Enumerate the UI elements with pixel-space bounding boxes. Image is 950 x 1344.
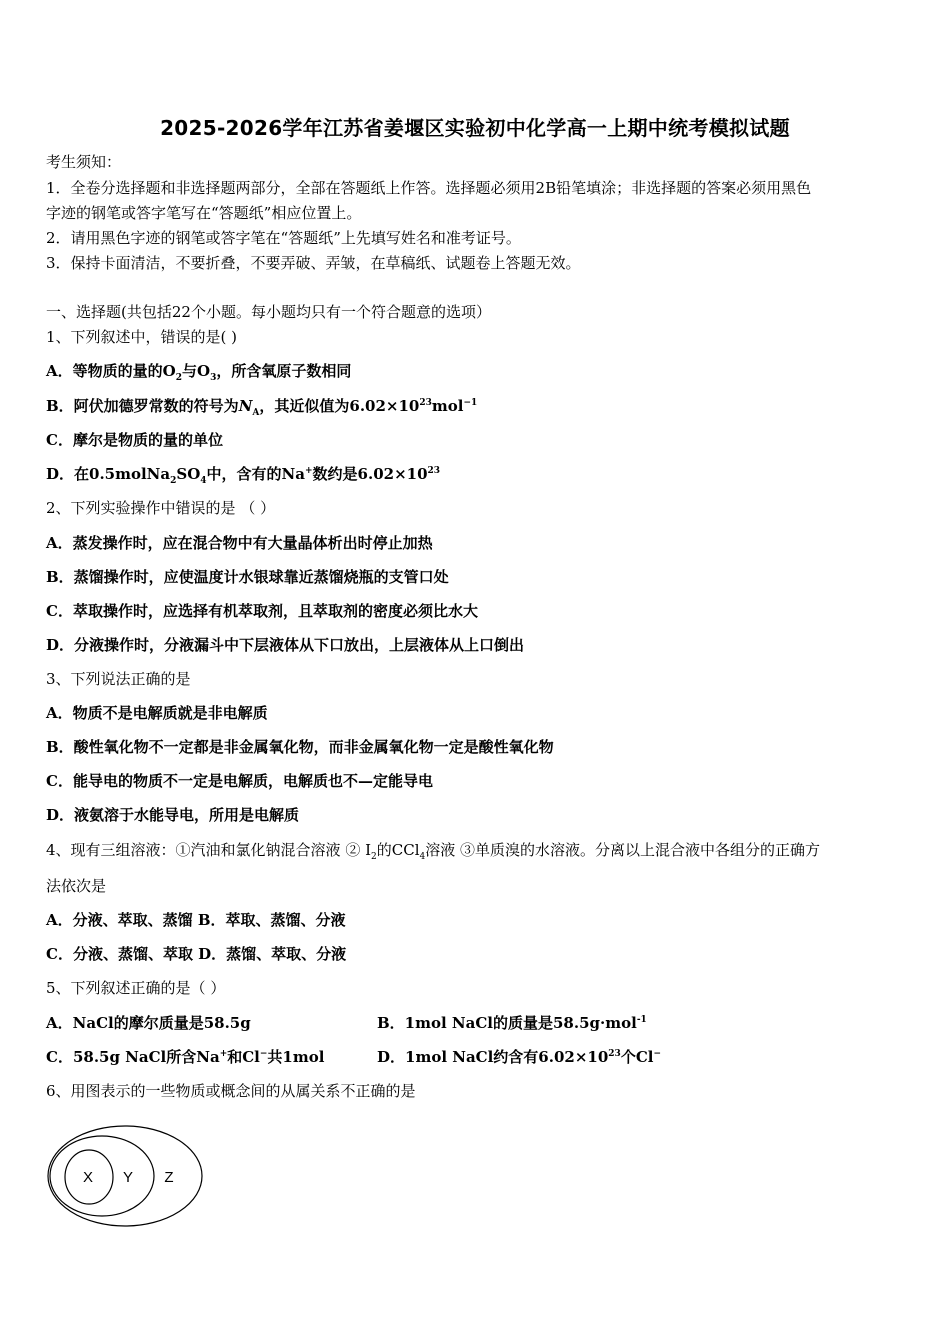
- q3-stem: 3、下列说法正确的是: [46, 670, 191, 688]
- label-y: Y: [122, 1169, 134, 1186]
- notice-item-2: 2．请用黑色字迹的钢笔或答字笔在“答题纸”上先填写姓名和准考证号。: [46, 229, 521, 247]
- q5-option-a: A．NaCl的摩尔质量是58.5g: [46, 1014, 251, 1032]
- q5-option-d: D．1mol NaCl约含有$6.02\times 10^{23}$个Cl−: [377, 1048, 662, 1066]
- q2-option-c: C．萃取操作时，应选择有机萃取剂，且萃取剂的密度必须比水大: [46, 602, 478, 620]
- q3-option-c: C．能导电的物质不一定是电解质，电解质也不—定能导电: [46, 772, 433, 790]
- q3-option-a: A．物质不是电解质就是非电解质: [46, 704, 268, 722]
- q5-option-c: C．58.5g NaCl所含Na+和Cl−共1mol: [46, 1048, 325, 1066]
- q2-option-d: D．分液操作时，分液漏斗中下层液体从下口放出，上层液体从上口倒出: [46, 636, 525, 654]
- q4-stem: 4、现有三组溶液：①汽油和氯化钠混合溶液 ② $I_2$的CCl$_4$溶液 ③单质溴的水溶液。分离以上混合液中各组分的正确方: [46, 841, 821, 862]
- q2-option-a: A．蒸发操作时，应在混合物中有大量晶体析出时停止加热: [46, 534, 433, 552]
- q4-stem-cont: 法依次是: [46, 877, 107, 895]
- label-z: Z: [164, 1169, 174, 1186]
- q5-stem: 5、下列叙述正确的是（ ）: [46, 979, 226, 997]
- q2-option-b: B．蒸馏操作时，应使温度计水银球靠近蒸馏烧瓶的支管口处: [46, 568, 449, 586]
- q5-option-b: B．1mol NaCl的质量是58.5g·mol$^{-1}$: [377, 1014, 647, 1032]
- q4-options-cd: C．分液、蒸馏、萃取 D．蒸馏、萃取、分液: [46, 945, 347, 963]
- notice-item-3: 3．保持卡面清洁，不要折叠，不要弄破、弄皱，在草稿纸、试题卷上答题无效。: [46, 254, 581, 272]
- q1-option-a: A．等物质的量的$O_2$与$O_3$，所含氧原子数相同: [46, 362, 352, 383]
- nested-ellipses-diagram: [44, 1120, 208, 1230]
- notice-item-1-cont: 字迹的钢笔或答字笔写在“答题纸”相应位置上。: [46, 204, 362, 222]
- notice-heading: 考生须知：: [46, 153, 122, 171]
- notice-item-1: 1．全卷分选择题和非选择题两部分，全部在答题纸上作答。选择题必须用2B铅笔填涂；非选择题的答案必须用黑色: [46, 179, 812, 197]
- q3-option-d: D．液氨溶于水能导电，所用是电解质: [46, 806, 300, 824]
- q1-option-b: B．阿伏加德罗常数的符号为$N_A$，其近似值为$6.02\times 10^{23}mol^{-1}$: [46, 397, 478, 418]
- q1-option-c: C．摩尔是物质的量的单位: [46, 431, 223, 449]
- q1-stem: 1、下列叙述中，错误的是( ): [46, 328, 238, 346]
- q2-stem: 2、下列实验操作中错误的是 （ ）: [46, 499, 276, 517]
- q1-option-d: D．在$0.5molNa_2SO_4$中，含有的Na+数约是$6.02\times 10^{23}$: [46, 465, 441, 486]
- page-title: 2025-2026学年江苏省姜堰区实验初中化学高一上期中统考模拟试题: [160, 116, 790, 140]
- q4-options-ab: A．分液、萃取、蒸馏 B．萃取、蒸馏、分液: [46, 911, 346, 929]
- section-heading: 一、选择题(共包括22个小题。每小题均只有一个符合题意的选项）: [46, 303, 491, 321]
- q6-stem: 6、用图表示的一些物质或概念间的从属关系不正确的是: [46, 1082, 416, 1100]
- label-x: X: [82, 1169, 94, 1186]
- q3-option-b: B．酸性氧化物不一定都是非金属氧化物，而非金属氧化物一定是酸性氧化物: [46, 738, 554, 756]
